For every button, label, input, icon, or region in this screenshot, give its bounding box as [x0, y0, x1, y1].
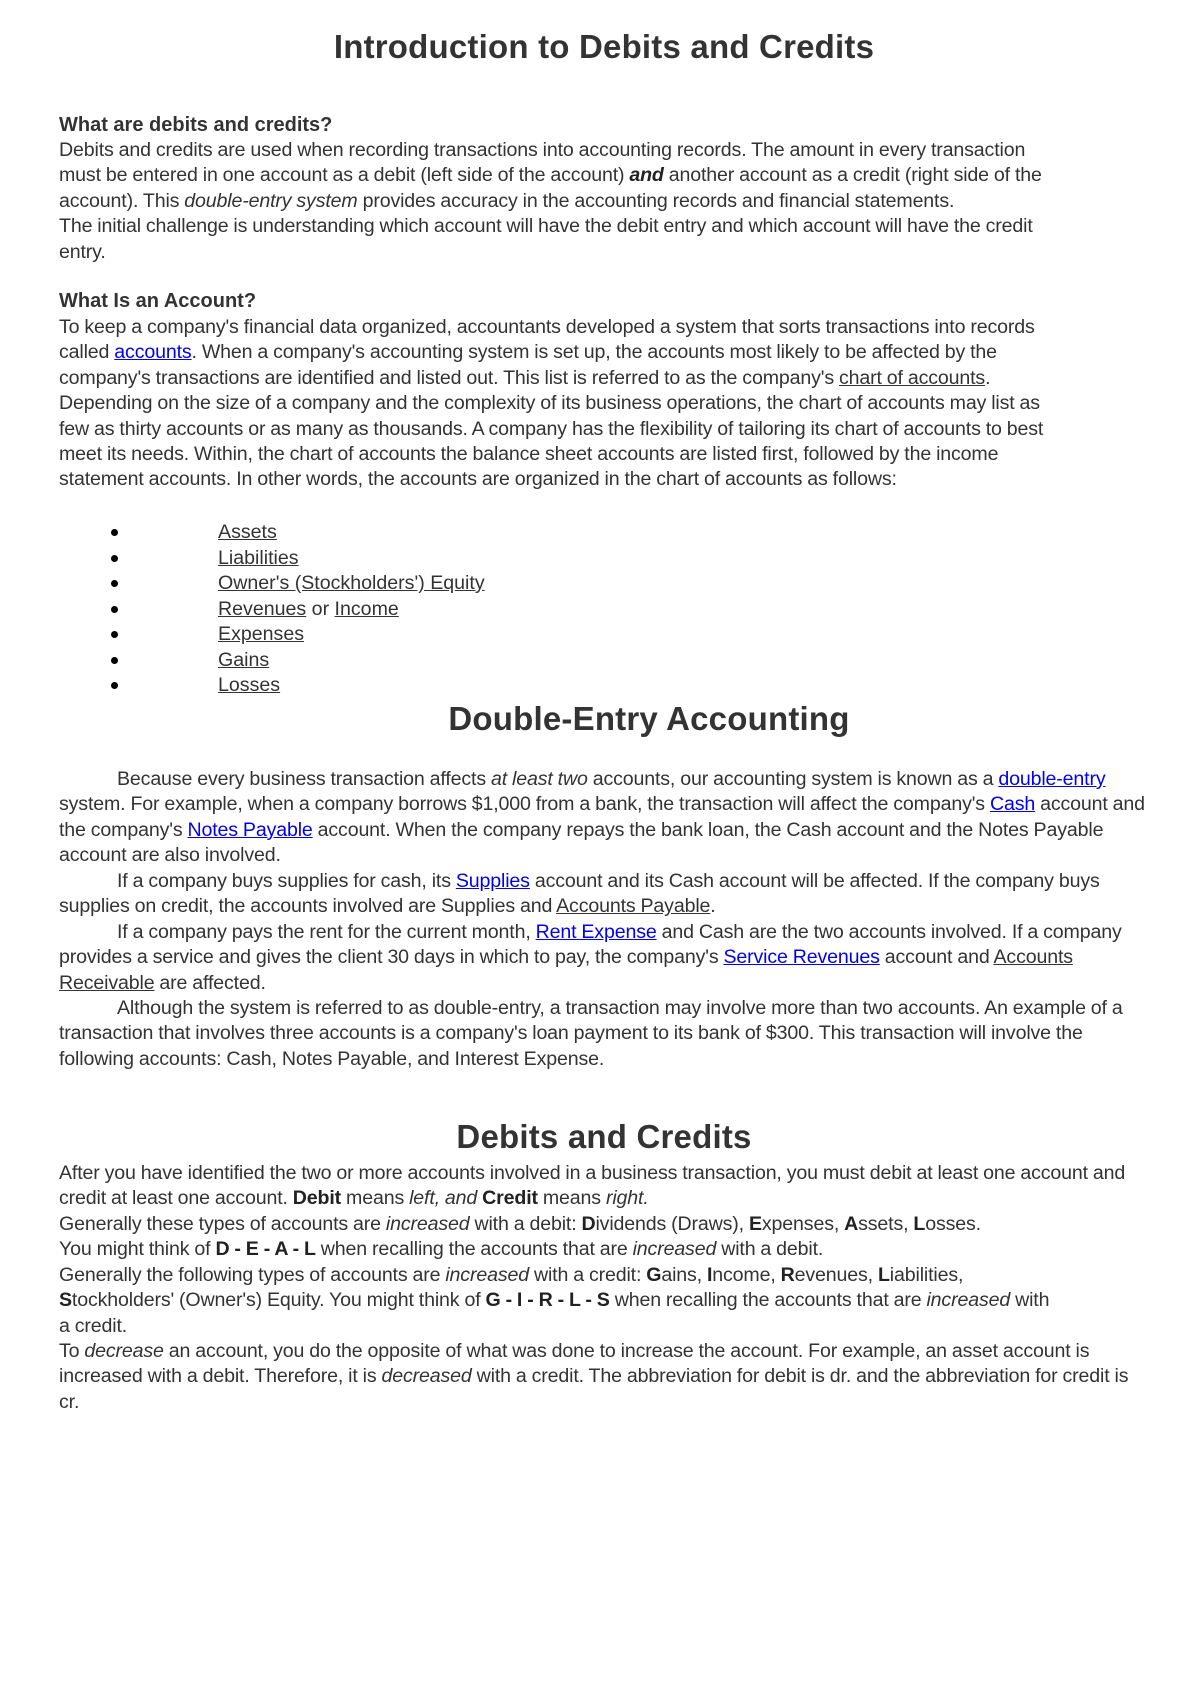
- bullet-icon: [111, 555, 118, 562]
- paragraph-initial-challenge: The initial challenge is understanding which account will have the debit entry and which account will have the credit entry.: [59, 215, 1033, 263]
- bullet-icon: [111, 631, 118, 638]
- link-expenses[interactable]: Expenses: [218, 623, 305, 645]
- section-heading-double-entry: Double-Entry Accounting: [448, 700, 850, 737]
- paragraph-what-is-account: To keep a company's financial data organized, accountants developed a system that sorts transactions into records called accounts. When a company's accounting system is set up, the accounts most likely to be affected by the company's transactions are identified and listed out. This list is referred to as the company's chart of accounts. Depending on the size of a company and the complexity of its business operations, the chart of accounts may list as few as thirty accounts or as many as thousands. A company has the flexibility of tailoring its chart of accounts to best meet its needs. Within, the chart of accounts the balance sheet accounts are listed first, followed by the income statement accounts. In other words, the accounts are organized in the chart of accounts as follows:: [59, 316, 1044, 491]
- bullet-icon: [111, 682, 118, 689]
- list-item: [59, 648, 485, 674]
- list-item: [59, 622, 485, 648]
- paragraph-double-entry-3: If a company pays the rent for the current month, Rent Expense and Cash are the two accounts involved. If a company provides a service and gives the client 30 days in which to pay, the company's Service Revenues account and Accounts Receivable are affected.: [59, 921, 1122, 994]
- link-gains[interactable]: Gains: [218, 648, 270, 671]
- link-double-entry[interactable]: double-entry: [998, 768, 1106, 790]
- section-heading-what-are-debits: What are debits and credits?: [59, 114, 333, 136]
- link-chart-of-accounts[interactable]: chart of accounts: [839, 366, 986, 389]
- paragraph-double-entry-2: If a company buys supplies for cash, its Supplies account and its Cash account will be affected. If the company buys supplies on credit, the accounts involved are Supplies and Accounts Payable.: [59, 870, 1100, 918]
- link-equity[interactable]: Owner's (Stockholders') Equity: [218, 572, 485, 594]
- link-revenues[interactable]: Revenues: [218, 597, 307, 620]
- paragraph-increased-with-credit: Generally the following types of accounts are increased with a credit: Gains, Income, Revenues, Liabilities, Stockholders' (Owner's) Equity. You might think of G - I - R - L - S when recalling the accounts that are increased with a credit.: [59, 1264, 1050, 1337]
- link-income[interactable]: Income: [334, 597, 399, 620]
- paragraph-double-entry-4: Although the system is referred to as double-entry, a transaction may involve more than two accounts. An example of a transaction that involves three accounts is a company's loan payment to its bank of $300. This transaction will involve the following accounts: Cash, Notes Payable, and Interest Expense.: [59, 997, 1123, 1070]
- paragraph-double-entry-1: Because every business transaction affects at least two accounts, our accounting system is known as a double-entry system. For example, when a company borrows $1,000 from a bank, the transaction will affect the company's Cash account and the company's Notes Payable account. When the company repays the bank loan, the Cash account and the Notes Payable account are also involved.: [59, 768, 1145, 867]
- list-item: [59, 520, 485, 546]
- paragraph-debits-credits-intro: Debits and credits are used when recording transactions into accounting records. The amount in every transaction must be entered in one account as a debit (left side of the account) and another account as a credit (right side of the account). This double-entry system provides accuracy in the accounting records and financial statements. The initial challenge is understanding which account will have the debit entry and which account will have the credit entry.: [59, 139, 1042, 263]
- paragraph-increased-with-debit: Generally these types of accounts are increased with a debit: Dividends (Draws), Expenses, Assets, Losses. You might think of D - E - A - L when recalling the accounts that are increased with a debit.: [59, 1213, 981, 1261]
- bullet-icon: [111, 529, 118, 536]
- paragraph-debit-credit-meaning: After you have identified the two or more accounts involved in a business transaction, you must debit at least one account and credit at least one account. Debit means left, and Credit means right.: [59, 1162, 1126, 1210]
- link-cash[interactable]: Cash: [989, 793, 1036, 816]
- list-item: [59, 546, 485, 572]
- list-item: Revenues or Income: [59, 597, 485, 623]
- bullet-icon: [111, 580, 118, 587]
- page-title: Introduction to Debits and Credits: [333, 28, 875, 65]
- link-accounts[interactable]: accounts: [114, 341, 192, 364]
- link-service-revenues[interactable]: Service Revenues: [723, 946, 880, 969]
- link-rent-expense[interactable]: Rent Expense: [535, 921, 657, 943]
- link-accounts-receivable[interactable]: Accounts Receivable: [59, 946, 1073, 994]
- link-accounts-payable[interactable]: Accounts Payable: [556, 895, 711, 918]
- list-item: [59, 673, 485, 699]
- link-supplies[interactable]: Supplies: [455, 870, 530, 892]
- link-losses[interactable]: Losses: [218, 674, 281, 696]
- link-notes-payable[interactable]: Notes Payable: [187, 818, 313, 841]
- link-assets[interactable]: Assets: [218, 521, 277, 543]
- bullet-icon: [111, 657, 118, 664]
- list-item: [59, 571, 485, 597]
- bullet-icon: [111, 606, 118, 613]
- link-liabilities[interactable]: Liabilities: [218, 546, 299, 569]
- paragraph-decrease-account: To decrease an account, you do the opposite of what was done to increase the account. For example, an asset account is increased with a debit. Therefore, it is decreased with a credit. The abbreviation for debit is dr. and the abbreviation for credit is cr.: [59, 1340, 1129, 1413]
- account-types-list: [59, 520, 485, 699]
- section-heading-what-is-account: What Is an Account?: [59, 290, 257, 312]
- section-heading-debits-credits: Debits and Credits: [456, 1118, 752, 1155]
